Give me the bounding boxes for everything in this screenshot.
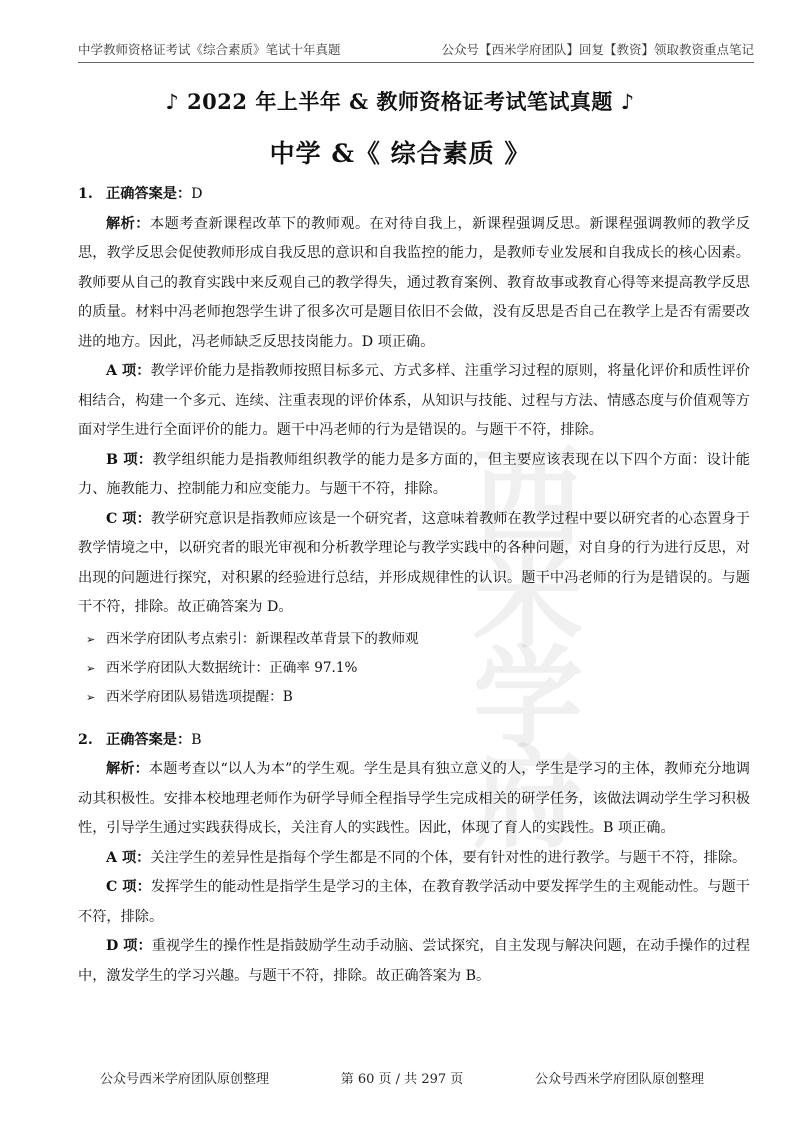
analysis-label: 解析：: [106, 761, 149, 777]
question-2-option-c: [78, 873, 750, 932]
option-text: 教学评价能力是指教师按照目标多元、方式多样、注重学习过程的原则，将量化评价和质性评价相结合，构建一个多元、连续、注重表现的评价体系，从知识与技能、过程与方法、情感态度与价值观等方面对学生进行全面评价的能力。题干中冯老师的行为是错误的。与题干不符，排除。: [78, 363, 750, 438]
header-left-text: 中学教师资格证考试《综合素质》笔试十年真题: [78, 42, 341, 57]
option-text: 重视学生的操作性是指鼓励学生动手动脑、尝试探究，自主发现与解决问题，在动手操作的过程中，激发学生的学习兴趣。与题干不符，排除。故正确答案为 B。: [78, 938, 750, 984]
answer-label: 正确答案是：: [106, 731, 192, 748]
question-1-answer-line: [78, 180, 750, 210]
page-number: 第 60 页 / 共 297 页: [340, 1072, 464, 1087]
option-label: D 项：: [106, 938, 152, 954]
analysis-label: 解析：: [106, 215, 150, 232]
arrow-bullet-icon: ➢: [86, 690, 96, 704]
list-item: [78, 683, 750, 712]
page-header: [78, 40, 754, 63]
header-right-text: 公众号【西米学府团队】回复【教资】领取教资重点笔记: [441, 42, 754, 57]
question-2-answer-line: [78, 726, 750, 756]
question-1-option-b: [78, 446, 750, 505]
question-1-notes: [78, 625, 750, 712]
watermark: 西米学府: [455, 440, 583, 840]
question-1-option-c: [78, 505, 750, 623]
page-title: ♪ 2022 年上半年 & 教师资格证考试笔试真题 ♪: [165, 89, 635, 114]
note-text: 西米学府团队考点索引：新课程改革背景下的教师观: [106, 630, 419, 647]
analysis-text: 本题考查新课程改革下的教师观。在对待自我上，新课程强调反思。新课程强调教师的教学反思，教学反思会促使教师形成自我反思的意识和自我监控的能力，是教师专业发展和自我成长的核心因素。教师要从自己的教育实践中来反观自己的教学得失，通过教育案例、教育故事或教育心得等来提高教学反思的质量。材料中冯老师抱怨学生讲了很多次可是题目依旧不会做，没有反思是否自己在教学上是否有需要改进的地方。因此，冯老师缺乏反思技岗能力。D 项正确。: [78, 215, 750, 350]
option-text: 关注学生的差异性是指每个学生都是不同的个体，要有针对性的进行教学。与题干不符，排除。: [150, 849, 747, 866]
footer-left-text: 公众号西米学府团队原创整理: [100, 1072, 270, 1087]
answer-value: D: [191, 186, 203, 202]
page-footer: [100, 1068, 704, 1087]
option-label: C 项：: [106, 510, 151, 527]
list-item: [78, 654, 750, 683]
arrow-bullet-icon: ➢: [86, 632, 96, 646]
question-2-option-a: [78, 844, 750, 874]
note-text: 西米学府团队易错选项提醒：B: [106, 688, 293, 705]
answer-value: B: [191, 731, 202, 748]
option-text: 发挥学生的能动性是指学生是学习的主体，在教育教学活动中要发挥学生的主观能动性。与题干不符，排除。: [78, 879, 750, 925]
list-item: [78, 625, 750, 654]
footer-right-text: 公众号西米学府团队原创整理: [534, 1072, 704, 1087]
question-number: 2.: [78, 731, 93, 748]
question-2-analysis: [78, 755, 750, 844]
question-1-analysis: [78, 210, 750, 358]
option-label: A 项：: [106, 849, 151, 866]
option-label: A 项：: [106, 363, 151, 379]
note-text: 西米学府团队大数据统计：正确率 97.1%: [106, 659, 358, 676]
option-label: B 项：: [106, 451, 153, 468]
analysis-text: 本题考查以“以人为本”的学生观。学生是具有独立意义的人，学生是学习的主体，教师充分地调动其积极性。安排本校地理老师作为研学导师全程指导学生完成相关的研学任务，该做法调动学生学习积极性，引导学生通过实践获得成长，关注育人的实践性。因此，体现了育人的实践性。B 项正确。: [78, 761, 750, 836]
question-1-option-a: [78, 357, 750, 446]
arrow-bullet-icon: ➢: [86, 661, 96, 675]
question-number: 1.: [78, 186, 93, 202]
document-body: [78, 180, 750, 991]
question-2-option-d: [78, 932, 750, 991]
answer-label: 正确答案是：: [106, 186, 192, 202]
page-subtitle: 中学 &《 综合素质 》: [269, 139, 531, 168]
option-text: 教学研究意识是指教师应该是一个研究者，这意味着教师在教学过程中要以研究者的心态置身于教学情境之中，以研究者的眼光审视和分析教学理论与教学实践中的各种问题，对自身的行为进行反思，对出现的问题进行探究，对积累的经验进行总结，并形成规律性的认识。题干中冯老师的行为是错误的。与题干不符，排除。故正确答案为 D。: [78, 510, 750, 615]
option-label: C 项：: [106, 879, 151, 895]
option-text: 教学组织能力是指教师组织教学的能力是多方面的，但主要应该表现在以下四个方面：设计能力、施教能力、控制能力和应变能力。与题干不符，排除。: [78, 451, 750, 497]
